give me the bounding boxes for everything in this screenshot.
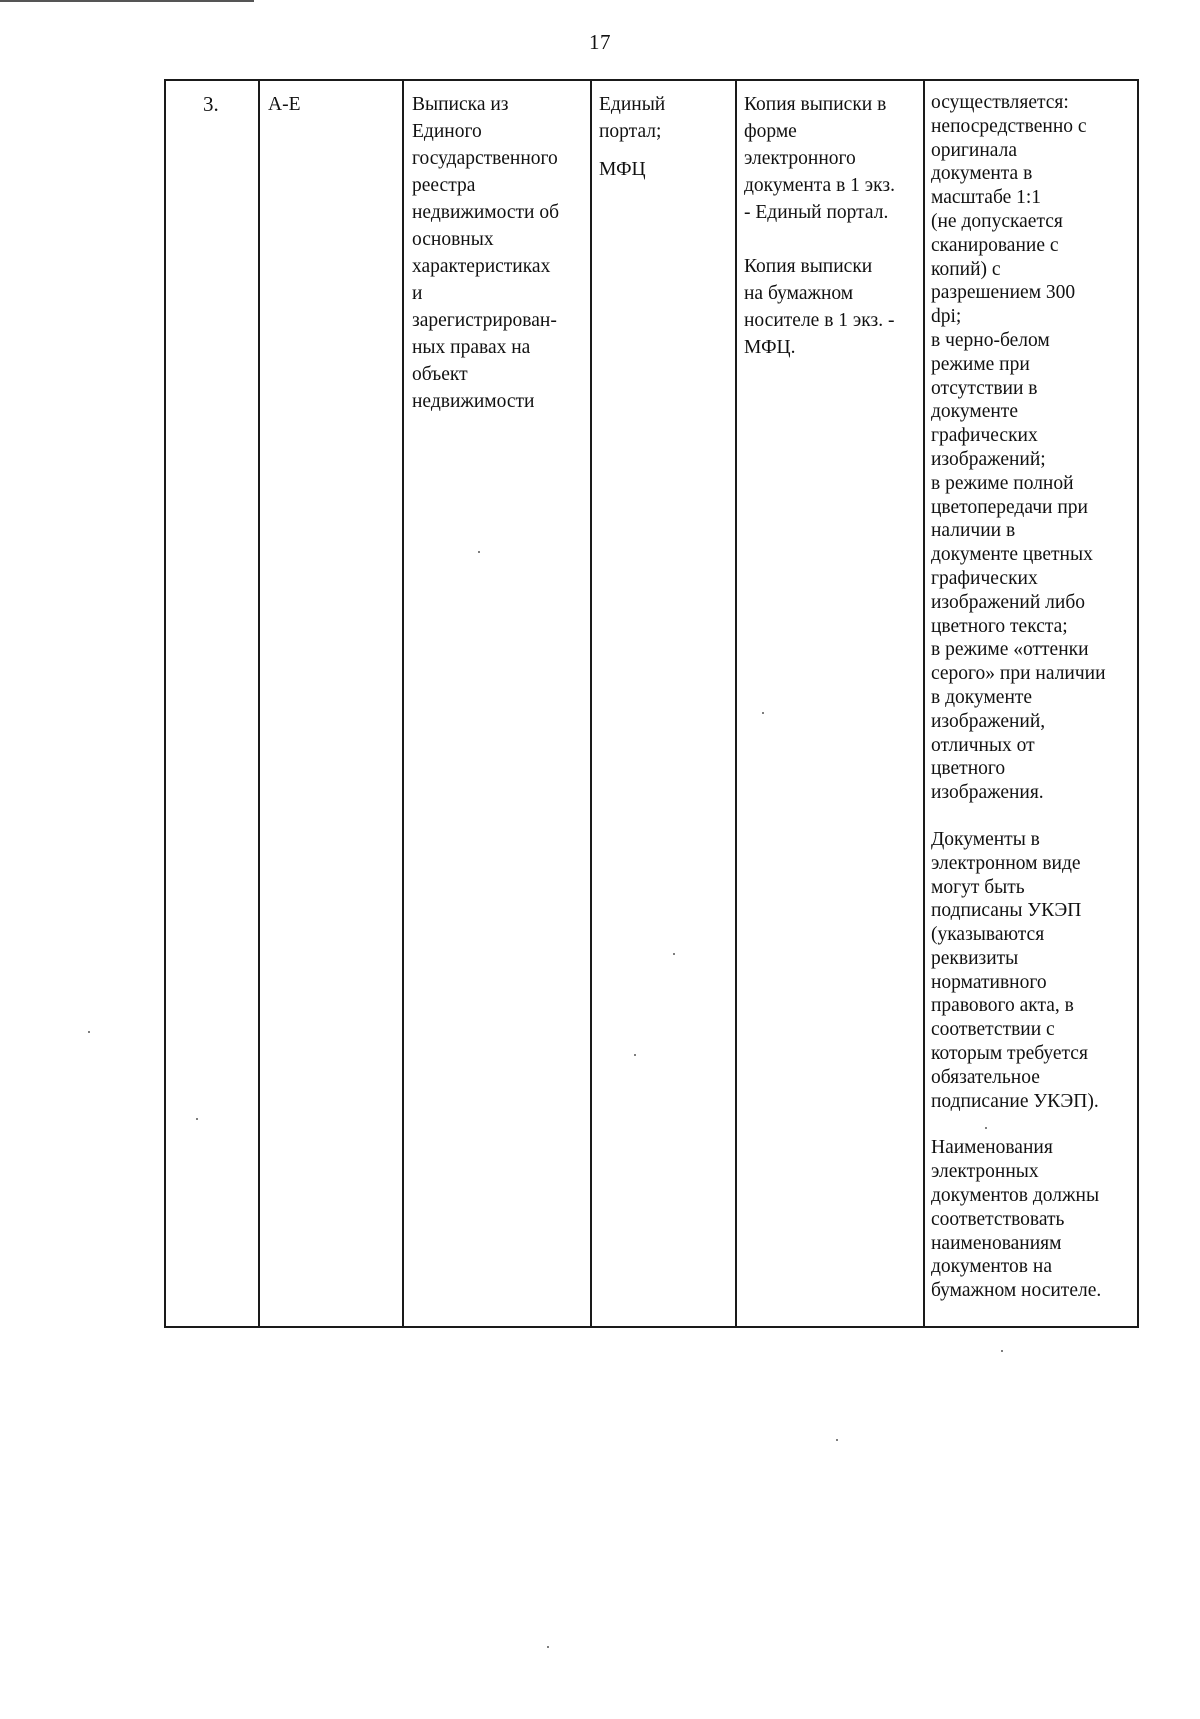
result-line: документа в 1 экз. <box>744 175 895 196</box>
result-line: МФЦ. <box>744 337 796 358</box>
scan-speck <box>673 953 675 955</box>
channel-mfc: МФЦ <box>599 159 646 180</box>
document-name <box>404 81 590 415</box>
requirement-line: режиме при <box>931 353 1030 375</box>
result-line: Копия выписки в <box>744 94 887 115</box>
requirement-line: (указываются <box>931 924 1045 946</box>
document-line: недвижимости об <box>412 202 560 223</box>
page-number: 17 <box>589 30 611 54</box>
requirement-line: Документы в <box>931 828 1040 850</box>
requirement-line: соответствовать <box>931 1208 1065 1230</box>
document-table <box>164 79 1139 1328</box>
requirement-line: (не допускается <box>931 210 1063 232</box>
top-rule <box>0 0 254 2</box>
document-line: недвижимости <box>412 391 535 412</box>
scan-speck <box>836 1439 838 1441</box>
result-form <box>737 81 923 361</box>
result-line: на бумажном <box>744 283 854 304</box>
requirement-line: изображений; <box>931 448 1046 470</box>
requirement-line: обязательное <box>931 1066 1040 1088</box>
requirements <box>925 81 1137 1303</box>
result-form-cell <box>736 80 924 1327</box>
requirement-line: подписаны УКЭП <box>931 900 1082 922</box>
requirements-cell <box>924 80 1138 1327</box>
requirement-line: масштабе 1:1 <box>931 187 1042 209</box>
requirement-line: которым требуется <box>931 1043 1088 1065</box>
requirement-line: изображения. <box>931 782 1044 804</box>
channel-line: портал; <box>599 121 662 142</box>
result-line: электронного <box>744 148 856 169</box>
requirement-line: серого» при наличии <box>931 663 1106 685</box>
requirement-line: бумажном носителе. <box>931 1280 1102 1302</box>
category-label: А-Е <box>268 94 301 115</box>
requirement-line: в документе <box>931 686 1033 708</box>
scan-speck <box>762 712 764 714</box>
requirement-line: электронном виде <box>931 852 1081 874</box>
scan-speck <box>634 1054 636 1056</box>
channel-line: Единый <box>599 94 666 115</box>
document-name-cell <box>403 80 591 1327</box>
requirement-line: оригинала <box>931 139 1018 161</box>
requirement-line: документов должны <box>931 1185 1100 1207</box>
document-line: и <box>412 283 423 304</box>
requirement-line: непосредственно с <box>931 115 1087 137</box>
requirement-line: документе <box>931 401 1018 423</box>
scan-speck <box>88 1031 90 1033</box>
requirement-line: цветопередачи при <box>931 496 1088 518</box>
document-line: зарегистрирован- <box>412 310 557 331</box>
result-line: Копия выписки <box>744 256 873 277</box>
scan-speck <box>547 1646 549 1648</box>
requirement-line: графических <box>931 425 1038 447</box>
submission-channel <box>592 81 735 183</box>
document-line: Выписка из <box>412 94 509 115</box>
requirement-line: наличии в <box>931 520 1016 542</box>
requirement-line: разрешением 300 <box>931 282 1076 304</box>
document-line: характеристиках <box>412 256 551 277</box>
document-line: государственного <box>412 148 558 169</box>
requirement-line: документа в <box>931 163 1033 185</box>
requirement-line: соответствии с <box>931 1019 1055 1041</box>
requirement-line: dpi; <box>931 306 962 328</box>
document-line: Единого <box>412 121 482 142</box>
requirement-line: реквизиты <box>931 947 1019 969</box>
scan-speck <box>196 1118 198 1120</box>
requirement-line: наименованиям <box>931 1232 1062 1254</box>
requirement-line: цветного текста; <box>931 615 1068 637</box>
document-line: объект <box>412 364 468 385</box>
table-row <box>165 80 1138 1327</box>
requirement-line: осуществляется: <box>931 92 1069 113</box>
requirement-line: изображений, <box>931 710 1046 732</box>
scan-speck <box>985 1127 987 1129</box>
result-line: носителе в 1 экз. - <box>744 310 895 331</box>
row-number-cell <box>165 80 259 1327</box>
result-line: форме <box>744 121 797 142</box>
scan-speck <box>478 551 480 553</box>
requirement-line: копий) с <box>931 258 1001 280</box>
requirement-line: в режиме «оттенки <box>931 639 1089 661</box>
requirement-line: сканирование с <box>931 234 1059 256</box>
requirement-line: изображений либо <box>931 591 1085 613</box>
requirement-line: документе цветных <box>931 544 1093 566</box>
requirement-line: электронных <box>931 1161 1039 1183</box>
requirement-line: в черно-белом <box>931 329 1050 351</box>
document-line: основных <box>412 229 494 250</box>
requirement-line: графических <box>931 567 1038 589</box>
requirement-line: нормативного <box>931 971 1047 993</box>
requirement-line: Наименования <box>931 1137 1053 1159</box>
document-line: ных правах на <box>412 337 531 358</box>
result-line: - Единый портал. <box>744 202 889 223</box>
requirement-line: в режиме полной <box>931 472 1074 494</box>
requirement-line: правового акта, в <box>931 995 1074 1017</box>
submission-channel-cell <box>591 80 736 1327</box>
requirement-line: отсутствии в <box>931 377 1038 399</box>
row-number: 3. <box>203 92 219 116</box>
scan-speck <box>1001 1350 1003 1352</box>
requirement-line: отличных от <box>931 734 1035 756</box>
category-cell <box>259 80 403 1327</box>
requirement-line: могут быть <box>931 876 1025 898</box>
requirement-line: цветного <box>931 758 1006 780</box>
requirement-line: документов на <box>931 1256 1052 1278</box>
requirement-line: подписание УКЭП). <box>931 1090 1099 1112</box>
document-line: реестра <box>412 175 476 196</box>
